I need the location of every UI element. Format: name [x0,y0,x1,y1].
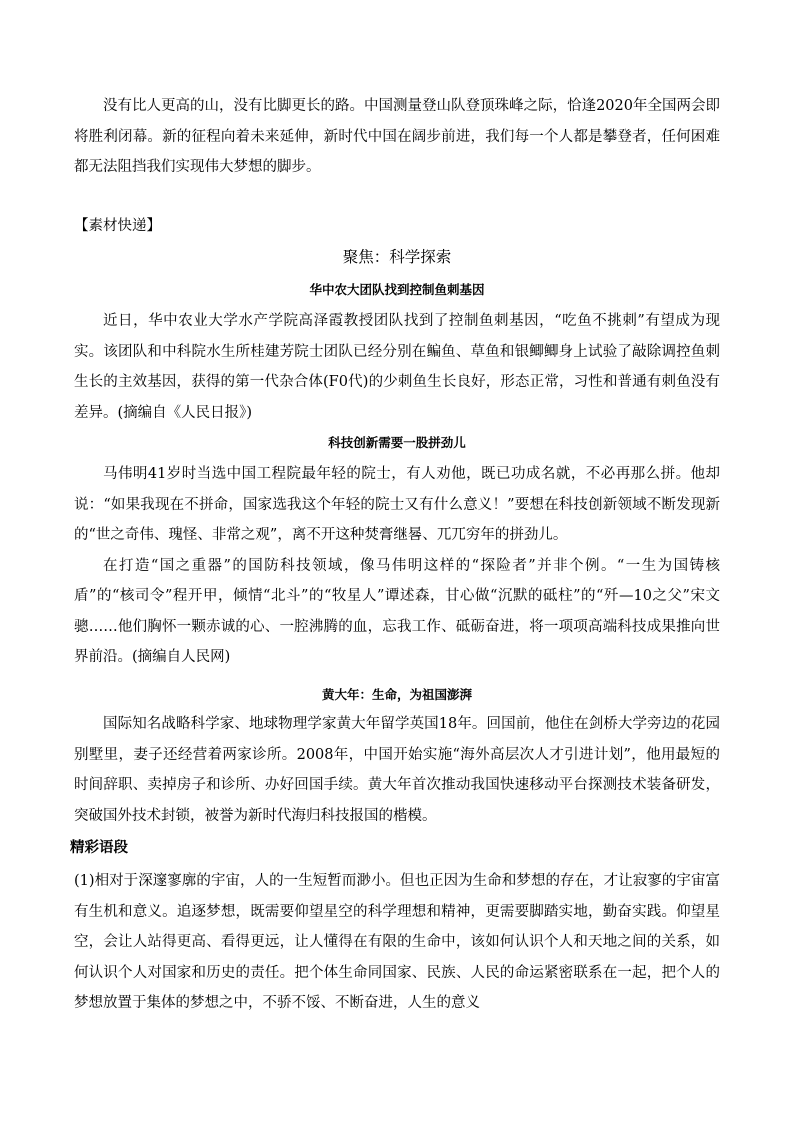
article-title: 科技创新需要一股拼劲儿 [328,435,466,450]
article-body [74,459,720,673]
article-body [74,709,720,831]
article-paragraph: 国际知名战略科学家、地球物理学家黄大年留学英国18年。回国前，他住在剑桥大学旁边的花园别墅里，妻子还经营着两家诊所。2008年，中国开始实施“海外高层次人才引进计划”，他用最短的时间辞职、卖掉房子和诊所、办好回国手续。黄大年首次推动我国快速移动平台探测技术装备研发，突破国外技术封锁，被誉为新时代海归科技报国的楷模。 [74,716,720,824]
article-paragraph: 近日，华中农业大学水产学院高泽霞教授团队找到了控制鱼刺基因，“吃鱼不挑刺”有望成为现实。该团队和中科院水生所桂建芳院士团队已经分别在鳊鱼、草鱼和银鲫鲫身上试验了敲除调控鱼刺生长的主效基因，获得的第一代杂合体(F0代)的少刺鱼生长良好，形态正常，习性和普通有刺鱼没有差异。(摘编自《人民日报》) [74,313,720,421]
focus-title: 聚焦：科学探索 [342,248,452,266]
section-tag: 【素材快递】 [74,218,161,234]
excerpt-paragraph: (1)相对于深邃寥廓的宇宙，人的一生短暂而渺小。但也正因为生命和梦想的存在，才让寂寥的宇宙富有生机和意义。追逐梦想，既需要仰望星空的科学理想和精神，更需要脚踏实地，勤奋实践。仰望星空，会让人站得更高、看得更远，让人懂得在有限的生命中，该如何认识个人和天地之间的关系，如何认识个人对国家和历史的责任。把个体生命同国家、民族、人民的命运紧密联系在一起，把个人的梦想放置于集体的梦想之中，不骄不馁、不断奋进，人生的意义 [74,873,720,1011]
article-title: 黄大年：生命，为祖国澎湃 [321,687,472,702]
excerpts-heading: 精彩语段 [70,840,128,856]
intro-paragraph-block [74,91,720,183]
article-title: 华中农大团队找到控制鱼刺基因 [309,282,485,297]
intro-paragraph: 没有比人更高的山，没有比脚更长的路。中国测量登山队登顶珠峰之际，恰逢2020年全国两会即将胜利闭幕。新的征程向着未来延伸，新时代中国在阔步前进，我们每一个人都是攀登者，任何困难都无法阻挡我们实现伟大梦想的脚步。 [74,98,720,175]
excerpts-body [74,866,720,1019]
article-paragraph: 马伟明41岁时当选中国工程院最年轻的院士，有人劝他，既已功成名就，不必再那么拼。他却说：“如果我现在不拼命，国家选我这个年轻的院士又有什么意义！”要想在科技创新领域不断发现新的“世之奇伟、瑰怪、非常之观”，离不开这种焚膏继晷、兀兀穷年的拼劲儿。 [74,466,720,543]
article-body [74,306,720,428]
article-paragraph: 在打造“国之重器”的国防科技领域，像马伟明这样的“探险者”并非个例。“一生为国铸核盾”的“核司令”程开甲，倾情“北斗”的“牧星人”谭述森，甘心做“沉默的砥柱”的“歼—10之父”宋文骢……他们胸怀一颗赤诚的心、一腔沸腾的血，忘我工作、砥砺奋进，将一项项高端科技成果推向世界前沿。(摘编自人民网) [74,557,720,665]
